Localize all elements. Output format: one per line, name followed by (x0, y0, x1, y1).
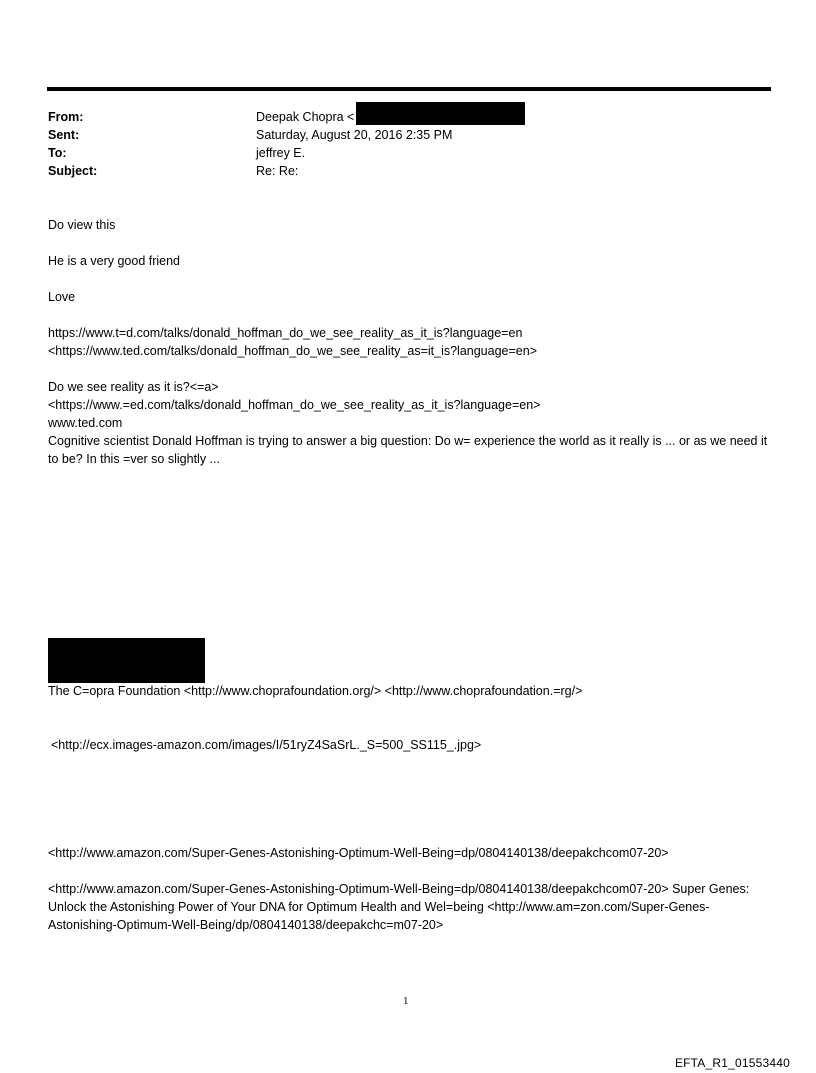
amazon-link: <http://www.amazon.com/Super-Genes-Astonishing-Optimum-Well-Being=dp/0804140138/deepakchcom07-20> (48, 846, 669, 860)
amazon-book-line: <http://www.amazon.com/Super-Genes-Astonishing-Optimum-Well-Being=dp/0804140138/deepakchcom07-20> Super Genes: Unlock the Astonishing Power of Your DNA for Optimum Health and Wel=being <http://www.am=zon.com/Super-Genes-Astonishing-Optimum-Well-Being/dp/0804140138/deepakchc=m07-20> (48, 882, 750, 932)
to-label: To: (48, 146, 67, 160)
ted-site: www.ted.com (48, 416, 123, 430)
page-number: 1 (403, 995, 409, 1007)
ted-link-url: <https://www.ted.com/talks/donald_hoffman_do_we_see_reality_as=it_is?language=en> (48, 344, 537, 358)
ted-title: Do we see reality as it is?<=a> (48, 380, 219, 394)
sent-label: Sent: (48, 128, 80, 142)
redaction-email (356, 102, 525, 125)
redaction-signature (48, 638, 205, 683)
body-line: He is a very good friend (48, 254, 181, 268)
subject-value: Re: Re: (256, 164, 299, 178)
from-value: Deepak Chopra < (256, 110, 355, 124)
body-line: Do view this (48, 218, 116, 232)
header-rule (47, 87, 771, 91)
body-line: Love (48, 290, 76, 304)
from-label: From: (48, 110, 84, 124)
to-value: jeffrey E. (256, 146, 306, 160)
ted-link-text: https://www.t=d.com/talks/donald_hoffman_do_we_see_reality_as_it_is?language=en (48, 326, 523, 340)
ted-description: Cognitive scientist Donald Hoffman is trying to answer a big question: Do w= experience the world as it really is ... or as we need it to be? In this =ver so slightly ... (48, 434, 768, 466)
image-link: <http://ecx.images-amazon.com/images/I/51ryZ4SaSrL._S=500_SS115_.jpg> (51, 738, 482, 752)
subject-label: Subject: (48, 164, 98, 178)
foundation-line: The C=opra Foundation <http://www.choprafoundation.org/> <http://www.choprafoundation.=rg/> (48, 684, 583, 698)
bates-number: EFTA_R1_01553440 (674, 1056, 790, 1070)
ted-title-url: <https://www.=ed.com/talks/donald_hoffman_do_we_see_reality_as_it_is?language=en> (48, 398, 541, 412)
sent-value: Saturday, August 20, 2016 2:35 PM (256, 128, 453, 142)
